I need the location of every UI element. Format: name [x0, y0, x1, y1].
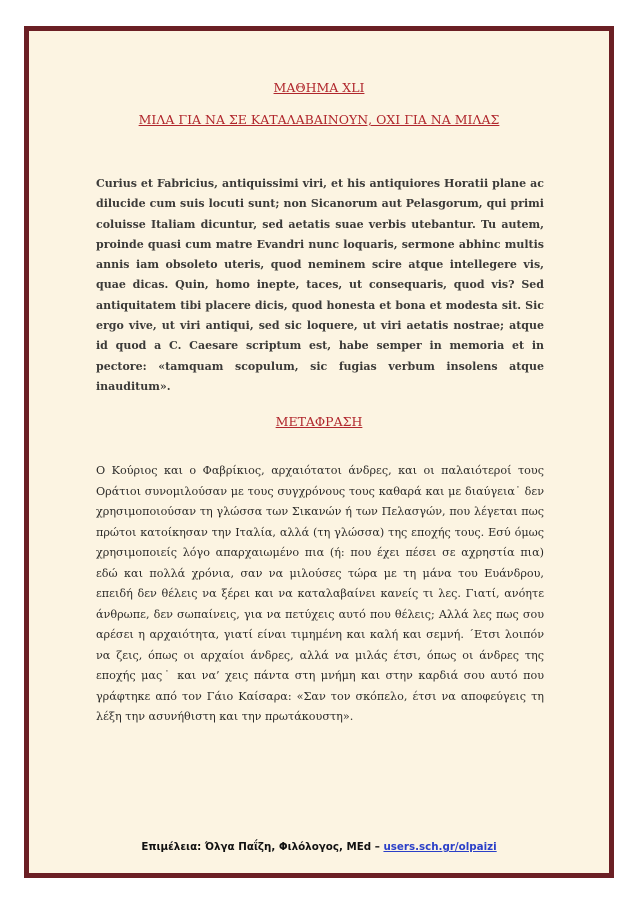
greek-translation: Ο Κούριος και ο Φαβρίκιος, αρχαιότατοι άνδρες, και οι παλαιότεροί τους Οράτιοι συνομιλούσαν με τους συγχρόνους τους καθαρά και με διαύγεια˙ δεν χρησιμοποιούσαν τη γλώσσα των Σικανών ή των Πελασγών, που λέγεται πως πρώτοι κατοίκησαν την Ιταλία, αλλά (τη γλώσσα) της εποχής τους. Εσύ όμως χρησιμοποιείς λόγο απαρχαιωμένο πια (ή: που έχει πέσει σε αχρηστία πια) εδώ και πολλά χρόνια, σαν να μιλούσες τώρα με τη μάνα του Ευάνδρου, επειδή δεν θέλεις να ξέρει και να καταλαβαίνει κανείς τι λες. Γιατί, ανόητε άνθρωπε, δεν σωπαίνεις, για να πετύχεις αυτό που θέλεις; Αλλά λες πως σου αρέσει η αρχαιότητα, γιατί είναι τιμημένη και καλή και σεμνή. ΄Ετσι λοιπόν να ζεις, όπως οι αρχαίοι άνδρες, αλλά να μιλάς έτσι, όπως οι άνδρες της εποχής μας˙ και να’ χεις πάντα στη μνήμη και στην καρδιά σου αυτό που γράφτηκε από τον Γάιο Καίσαρα: «Σαν τον σκόπελο, έτσι να αποφεύγεις τη λέξη την ασυνήθιστη και την πρωτάκουστη». [96, 464, 544, 723]
lesson-subtitle: ΜΙΛΑ ΓΙΑ ΝΑ ΣΕ ΚΑΤΑΛΑΒΑΙΝΟΥΝ, ΟΧΙ ΓΙΑ ΝΑ ΜΙΛΑΣ [138, 112, 500, 127]
footer-credit-text: Επιμέλεια: Όλγα Παΐζη, Φιλόλογος, MEd – [141, 841, 384, 853]
footer-link[interactable]: users.sch.gr/olpaizi [383, 841, 497, 853]
page-frame [24, 26, 614, 878]
footer-credit [29, 841, 609, 853]
latin-text: Curius et Fabricius, antiquissimi viri, et his antiquiores Horatii plane ac dilucide cum suis locuti sunt; non Sicanorum aut Pelasgorum, qui primi coluisse Italiam dicuntur, sed aetatis suae verbis utebantur. Tu autem, proinde quasi cum matre Evandri nunc loquaris, sermone abhinc multis annis iam obsoleto uteris, quod neminem scire atque intellegere vis, quae dicas. Quin, homo inepte, taces, ut consequaris, quod vis? Sed antiquitatem tibi placere dicis, quod honesta et bona et modesta sit. Sic ergo vive, ut viri antiqui, sed sic loquere, ut viri aetatis nostrae; atque id quod a C. Caesare scriptum est, habe semper in memoria et in pectore: «tamquam scopulum, sic fugias verbum insolens atque inauditum». [96, 177, 544, 393]
lesson-title: ΜΑΘΗΜΑ XLI [273, 80, 365, 95]
translation-heading: ΜΕΤΑΦΡΑΣΗ [275, 414, 363, 429]
